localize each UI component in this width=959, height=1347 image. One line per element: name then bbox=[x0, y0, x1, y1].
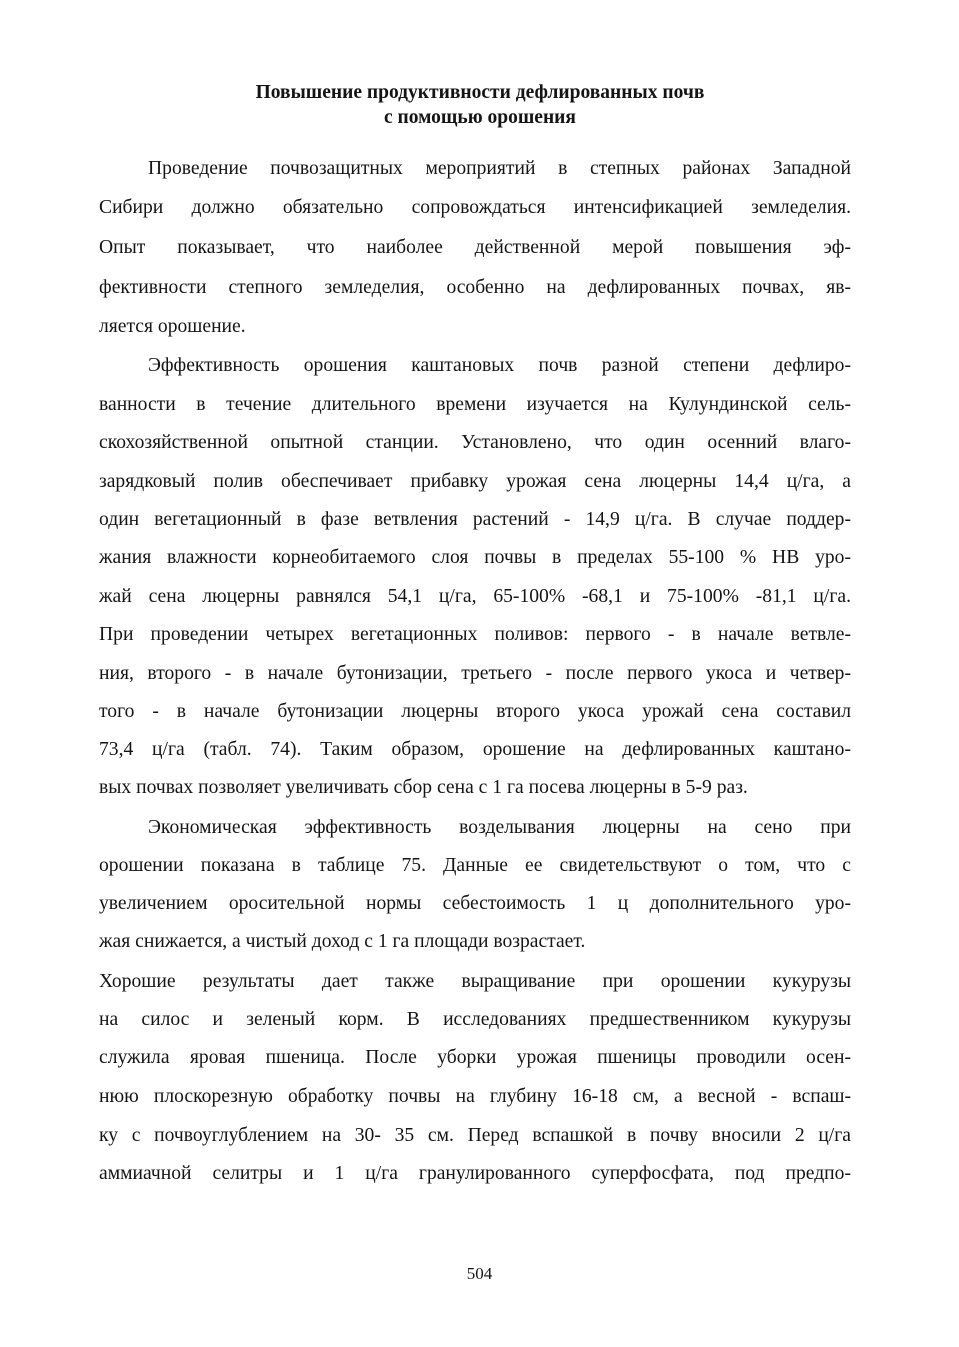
paragraph-3-line-2: орошении показана в таблице 75. Данные ее свидетельствуют о том, что с bbox=[99, 855, 851, 876]
page-number: 504 bbox=[466, 1264, 493, 1283]
paragraph-4-line-3: служила яровая пшеница. После уборки урожая пшеницы проводили осен- bbox=[99, 1047, 851, 1068]
paragraph-4-line-6: аммиачной селитры и 1 ц/га гранулированного суперфосфата, под предпо- bbox=[99, 1163, 851, 1184]
paragraph-1-line-5: ляется орошение. bbox=[99, 316, 246, 337]
paragraph-4-line-2: на силос и зеленый корм. В исследованиях предшественником кукурузы bbox=[99, 1009, 851, 1030]
paragraph-2-line-1: Эффективность орошения каштановых почв разной степени дефлиро- bbox=[148, 355, 851, 376]
page-title bbox=[100, 80, 860, 130]
paragraph-2-line-2: ванности в течение длительного времени изучается на Кулундинской сель- bbox=[99, 394, 851, 415]
paragraph-3-line-1: Экономическая эффективность возделывания люцерны на сено при bbox=[148, 817, 851, 838]
paragraph-1-line-2: Сибири должно обязательно сопровождаться интенсификацией земледелия. bbox=[99, 197, 851, 218]
paragraph-2-line-7: жай сена люцерны равнялся 54,1 ц/га, 65-100% -68,1 и 75-100% -81,1 ц/га. bbox=[99, 586, 851, 607]
paragraph-2-line-12: вых почвах позволяет увеличивать сбор сена с 1 га посева люцерны в 5-9 раз. bbox=[99, 777, 748, 798]
paragraph-2-line-10: того - в начале бутонизации люцерны второго укоса урожай сена составил bbox=[99, 701, 851, 722]
paragraph-4-line-4: нюю плоскорезную обработку почвы на глубину 16-18 см, а весной - вспаш- bbox=[99, 1086, 851, 1107]
paragraph-2-line-6: жания влажности корнеобитаемого слоя почвы в пределах 55-100 % НВ уро- bbox=[99, 547, 851, 568]
paragraph-4-line-1: Хорошие результаты дает также выращивание при орошении кукурузы bbox=[99, 971, 851, 992]
paragraph-1-line-1: Проведение почвозащитных мероприятий в степных районах Западной bbox=[148, 158, 851, 179]
paragraph-2-line-8: При проведении четырех вегетационных поливов: первого - в начале ветвле- bbox=[99, 624, 851, 645]
title-line-2: с помощью орошения bbox=[384, 107, 576, 128]
paragraph-2-line-3: скохозяйственной опытной станции. Установлено, что один осенний влаго- bbox=[99, 432, 851, 453]
paragraph-1-line-3: Опыт показывает, что наиболее действенной мерой повышения эф- bbox=[99, 237, 851, 258]
paragraph-1-line-4: фективности степного земледелия, особенно на дефлированных почвах, яв- bbox=[99, 277, 851, 298]
title-line-1: Повышение продуктивности дефлированных почв bbox=[255, 82, 705, 103]
paragraph-3-line-3: увеличением оросительной нормы себестоимость 1 ц дополнительного уро- bbox=[99, 893, 851, 914]
paragraph-2-line-9: ния, второго - в начале бутонизации, третьего - после первого укоса и четвер- bbox=[99, 663, 851, 684]
paragraph-2-line-11: 73,4 ц/га (табл. 74). Таким образом, орошение на дефлированных каштано- bbox=[99, 739, 851, 760]
paragraph-4-line-5: ку с почвоуглублением на 30- 35 см. Перед вспашкой в почву вносили 2 ц/га bbox=[99, 1125, 851, 1146]
paragraph-2-line-4: зарядковый полив обеспечивает прибавку урожая сена люцерны 14,4 ц/га, а bbox=[99, 471, 851, 492]
paragraph-2-line-5: один вегетационный в фазе ветвления растений - 14,9 ц/га. В случае поддер- bbox=[99, 509, 851, 530]
paragraph-3-line-4: жая снижается, а чистый доход с 1 га площади возрастает. bbox=[99, 931, 586, 952]
